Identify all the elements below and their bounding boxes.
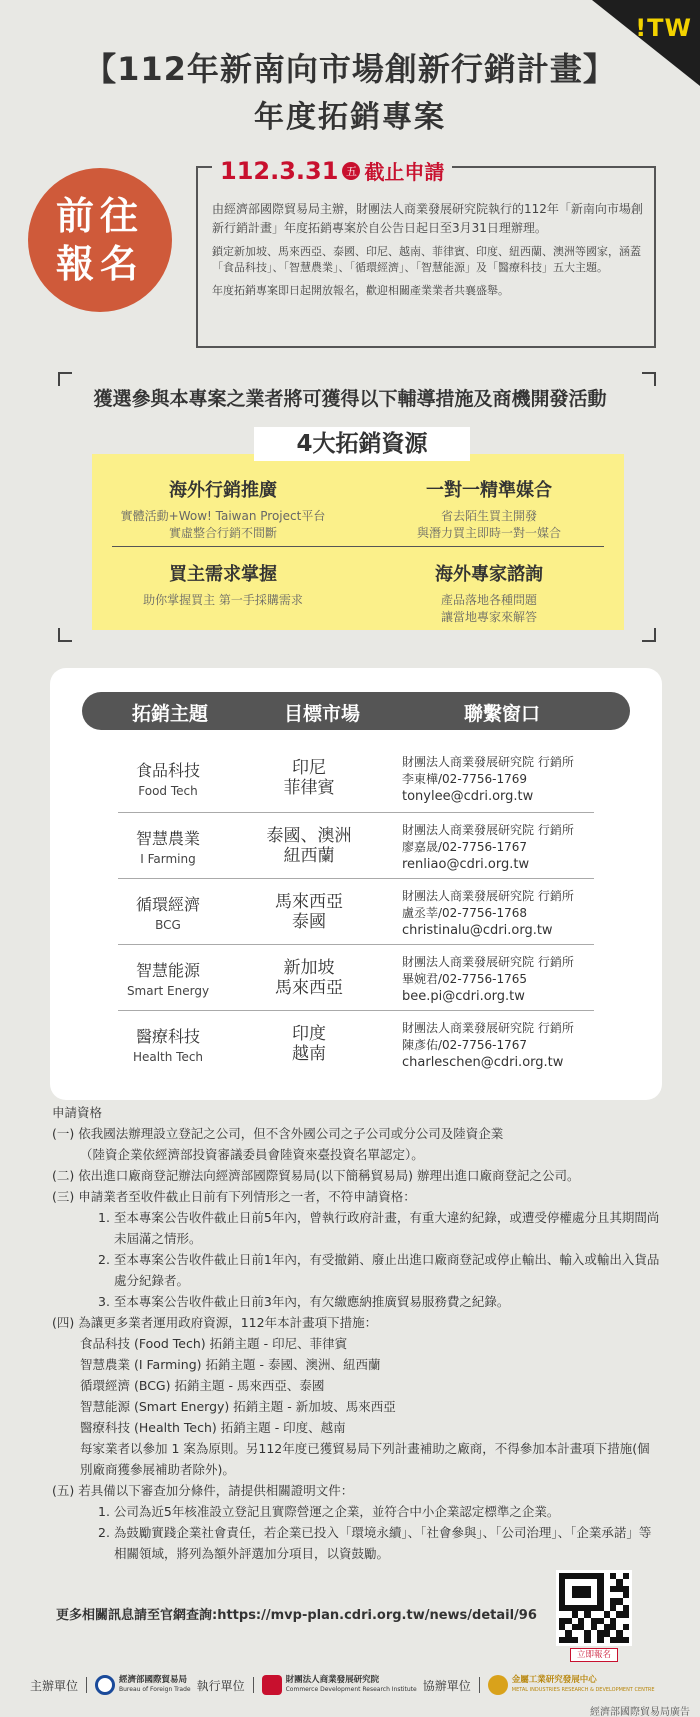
topic-zh: 智慧農業 <box>135 829 200 848</box>
qualification-subitem: 2. 至本專案公告收件截止日前1年內，有受撤銷、廢止出進口廠商登記或停止輸出、輸入或輸出入貨品處分紀錄者。 <box>98 1252 660 1288</box>
resource-desc: 實體活動+Wow! Taiwan Project平台 <box>120 509 326 523</box>
market: 馬來西亞 <box>275 978 343 998</box>
resource-desc: 助你掌握買主 第一手採購需求 <box>143 593 303 607</box>
topic-en: Food Tech <box>138 784 198 798</box>
info-paragraph: 年度拓銷專案即日起開放報名，歡迎相關產業業者共襄盛舉。 <box>212 284 509 297</box>
topic-en: Health Tech <box>132 1050 204 1064</box>
coop-name-en: METAL INDUSTRIES RESEARCH & DEVELOPMENT CENTRE <box>511 1687 655 1693</box>
coop-label: 協辦單位 <box>422 1678 471 1693</box>
market: 泰國 <box>292 912 326 932</box>
resource-label: 4大拓銷資源 <box>254 427 470 461</box>
table-row <box>118 950 594 1014</box>
page-title: 【112年新南向市場創新行銷計畫】 <box>84 50 616 88</box>
cdri-logo-icon <box>262 1675 282 1695</box>
resource-desc: 與潛力買主即時一對一媒合 <box>416 526 561 540</box>
benefits-heading: 獲選參與本專案之業者將可獲得以下輔導措施及商機開發活動 <box>93 388 607 410</box>
mirdc-logo-icon <box>488 1675 508 1695</box>
resource-box <box>92 454 624 630</box>
resource-title: 海外行銷推廣 <box>169 480 277 501</box>
market: 越南 <box>292 1044 326 1064</box>
column-header: 拓銷主題 <box>132 703 209 725</box>
footer <box>30 1670 690 1700</box>
exec-name-en: Commerce Development Research Institute <box>285 1686 417 1693</box>
topic-zh: 智慧能源 <box>135 961 200 980</box>
page-subtitle: 年度拓銷專案 <box>254 100 446 135</box>
exec-label: 執行單位 <box>196 1678 245 1693</box>
apply-button-label-1: 前往 <box>55 194 144 238</box>
topic-en: I Farming <box>140 852 196 866</box>
resource-title: 買主需求掌握 <box>169 564 277 585</box>
column-header: 目標市場 <box>284 703 361 725</box>
bft-logo-icon <box>95 1675 115 1695</box>
host-label: 主辦單位 <box>30 1678 79 1693</box>
resource-item <box>98 560 348 609</box>
contact-email[interactable]: tonylee@cdri.org.tw <box>402 789 534 804</box>
market: 菲律賓 <box>283 778 335 798</box>
contact-person: 盧丞莘/02-7756-1768 <box>402 906 528 920</box>
contact-person: 李東樺/02-7756-1769 <box>402 772 528 786</box>
coop-name-zh: 金屬工業研究發展中心 <box>511 1675 597 1685</box>
resource-item <box>364 476 614 542</box>
contact-person: 陳彥佑/02-7756-1767 <box>402 1038 528 1052</box>
info-paragraph: 鎖定新加坡、馬來西亞、泰國、印尼、越南、菲律賓、印度、紐西蘭、澳洲等國家，涵蓋「食品科技」、「智慧農業」、「循環經濟」、「智慧能源」及「醫療科技」五大主題。 <box>212 245 641 274</box>
qualification-subitem: 智慧農業 (I Farming) 拓銷主題 - 泰國、澳洲、紐西蘭 <box>80 1357 381 1372</box>
qualification-item: (三) 申請業者至收件截止日前有下列情形之一者，不符申請資格： <box>52 1189 416 1204</box>
qualification-subitem: 食品科技 (Food Tech) 拓銷主題 - 印尼、菲律賓 <box>80 1336 348 1351</box>
market: 馬來西亞 <box>275 892 343 912</box>
qr-code-icon[interactable] <box>556 1570 632 1646</box>
contact-org: 財團法人商業發展研究院 行銷所 <box>402 955 574 969</box>
qualification-item: (五) 若具備以下審查加分條件，請提供相關證明文件： <box>52 1483 354 1498</box>
host-org <box>95 1675 191 1695</box>
qualification-item: （陸資企業依經濟部投資審議委員會陸資來臺投資名單認定）。 <box>80 1147 424 1162</box>
table-row <box>118 750 594 814</box>
qualification-subitem: 每家業者以參加 1 案為原則。另112年度已獲貿易局下列計畫補助之廠商，不得參加本計畫項下措施(個別廠商獲參展補助者除外)。 <box>80 1441 650 1477</box>
exec-org <box>262 1675 417 1695</box>
resource-desc: 省去陌生買主開發 <box>440 509 537 523</box>
taiwan-badge-text: !TW <box>635 14 692 42</box>
qualifications-heading: 申請資格 <box>52 1105 103 1120</box>
qualification-subitem: 3. 至本專案公告收件截止日前3年內，有欠繳應納推廣貿易服務費之紀錄。 <box>98 1294 510 1309</box>
info-text <box>212 200 644 305</box>
contact-org: 財團法人商業發展研究院 行銷所 <box>402 823 574 837</box>
ad-tag: 經濟部國際貿易局廣告 <box>590 1707 690 1717</box>
topic-zh: 醫療科技 <box>135 1027 200 1046</box>
apply-button[interactable] <box>28 168 172 312</box>
deadline-label: 截止申請 <box>364 160 445 184</box>
resource-item <box>98 476 348 542</box>
qualification-subitem: 2. 為鼓勵實踐企業社會責任，若企業已投入「環境永續」、「社會參與」、「公司治理」、「企業承諾」等相關領域，將列為額外評選加分項目，以資鼓勵。 <box>98 1525 652 1561</box>
market: 泰國、澳洲 <box>266 826 352 846</box>
contact-email[interactable]: bee.pi@cdri.org.tw <box>402 989 525 1004</box>
contact-email[interactable]: christinalu@cdri.org.tw <box>402 923 553 938</box>
qualification-subitem: 醫療科技 (Health Tech) 拓銷主題 - 印度、越南 <box>80 1420 346 1435</box>
resource-item <box>364 560 614 626</box>
resource-desc: 產品落地各種問題 <box>440 593 537 607</box>
contact-table <box>50 668 662 1100</box>
contact-org: 財團法人商業發展研究院 行銷所 <box>402 755 574 769</box>
contact-email[interactable]: charleschen@cdri.org.tw <box>402 1055 564 1070</box>
table-header <box>82 692 630 730</box>
resource-desc: 實虛整合行銷不間斷 <box>168 526 277 540</box>
resource-desc: 讓當地專家來解答 <box>440 610 537 624</box>
website-link[interactable]: 更多相關訊息請至官網查詢:https://mvp-plan.cdri.org.tw/news/detail/96 <box>56 1608 537 1623</box>
deadline-date: 112.3.31 <box>220 156 339 185</box>
market: 紐西蘭 <box>283 846 335 866</box>
qualification-subitem: 循環經濟 (BCG) 拓銷主題 - 馬來西亞、泰國 <box>80 1378 325 1393</box>
topic-zh: 循環經濟 <box>135 895 200 914</box>
qualification-subitem: 智慧能源 (Smart Energy) 拓銷主題 - 新加坡、馬來西亞 <box>80 1399 396 1414</box>
topic-en: BCG <box>155 918 181 932</box>
market: 印尼 <box>292 758 326 778</box>
qualification-subitem: 1. 至本專案公告收件截止日前5年內，曾執行政府計畫，有重大違約紀錄，或遭受停權處分且其期間尚未屆滿之情形。 <box>98 1210 660 1246</box>
deadline-day-badge: 五 <box>342 162 360 180</box>
qualification-item: (一) 依我國法辦理設立登記之公司，但不含外國公司之子公司或分公司及陸資企業 <box>52 1126 504 1141</box>
info-paragraph: 由經濟部國際貿易局主辦，財團法人商業發展研究院執行的112年「新南向市場創新行銷計畫」年度拓銷專案於自公告日起日至3月31日理辦理。 <box>212 202 643 235</box>
contact-person: 廖嘉晟/02-7756-1767 <box>402 840 528 854</box>
table-row <box>118 1016 594 1080</box>
table-row <box>118 818 594 882</box>
qualification-subitem: 1. 公司為近5年核准設立登記且實際營運之企業，並符合中小企業認定標準之企業。 <box>98 1504 560 1519</box>
resource-title: 海外專家諮詢 <box>435 564 543 585</box>
resource-title: 一對一精準媒合 <box>426 480 552 501</box>
topic-en: Smart Energy <box>126 984 210 998</box>
register-now-button[interactable]: 立即報名 <box>570 1648 618 1662</box>
qualifications <box>52 1102 662 1564</box>
host-name-zh: 經濟部國際貿易局 <box>119 1675 188 1685</box>
exec-name-zh: 財團法人商業發展研究院 <box>285 1675 380 1685</box>
apply-button-label-2: 報名 <box>55 242 144 286</box>
contact-person: 畢婉君/02-7756-1765 <box>402 972 528 986</box>
resource-divider <box>112 546 604 547</box>
coop-org <box>488 1675 655 1695</box>
column-header: 聯繫窗口 <box>464 703 541 725</box>
contact-org: 財團法人商業發展研究院 行銷所 <box>402 889 574 903</box>
contact-org: 財團法人商業發展研究院 行銷所 <box>402 1021 574 1035</box>
qualification-item: (四) 為讓更多業者運用政府資源，112年本計畫項下措施： <box>52 1315 378 1330</box>
market: 新加坡 <box>283 958 335 978</box>
host-name-en: Bureau of Foreign Trade <box>119 1686 191 1693</box>
contact-email[interactable]: renliao@cdri.org.tw <box>402 857 530 872</box>
table-row <box>118 884 594 948</box>
deadline-banner <box>212 156 452 185</box>
market: 印度 <box>292 1024 326 1044</box>
topic-zh: 食品科技 <box>135 761 200 780</box>
qualification-item: (二) 依出進口廠商登記辦法向經濟部國際貿易局(以下簡稱貿易局) 辦理出進口廠商登記之公司。 <box>52 1168 580 1183</box>
